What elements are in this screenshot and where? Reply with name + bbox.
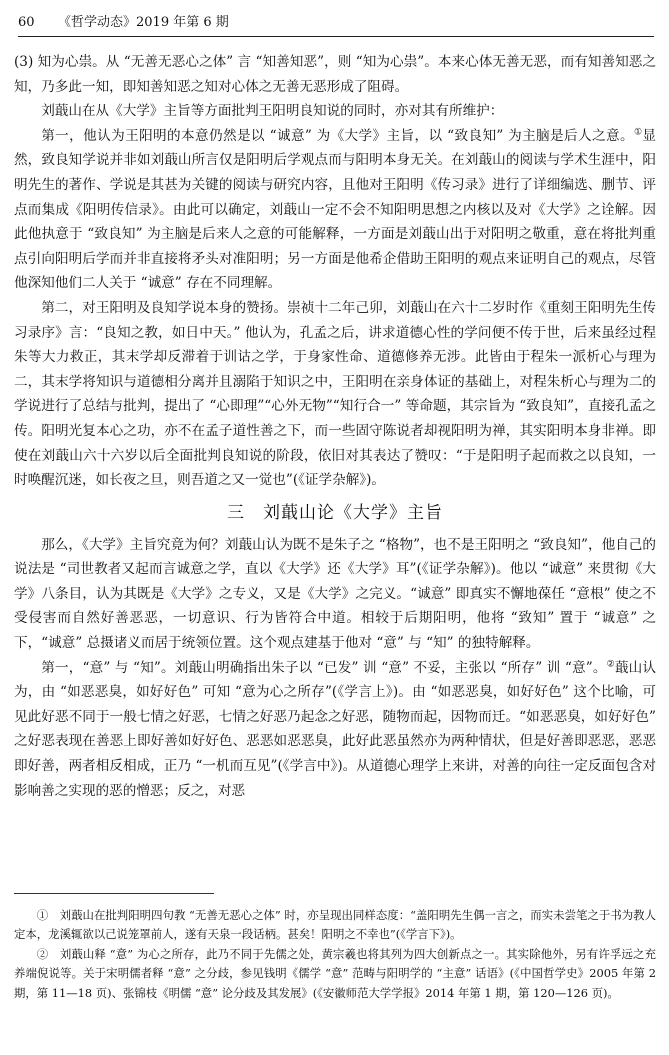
paragraph-2: 刘蕺山在从《大学》主旨等方面批判王阳明良知说的同时，亦对其有所维护：	[41, 103, 504, 120]
paragraph-3-text-b: 显然，致良知学说并非如刘蕺山所言仅是阳明后学观点而与阳明本身无关。在刘蕺山的阅读与学术生涯中，阳明先生的著作、学说是其甚为关键的阅读与研究内容，且他对王阳明《传习录》进行了详细编选、删节、评点而集成《阳明传信录》。由此可以确定，刘蕺山一定不会不知阳明思想之内核以及对《大学》之诠解。因此他执意于 “致良知” 为主脑是后来人之意的可能解释，一方面是刘蕺山出于对阳明之敬重，意在将批判重点引向阳明后学而并非直接将矛头对准阳明；另一方面是他希企借助王阳明的观点来证明自己的观点，尽管他深知他们二人关于 “诚意” 存在不同理解。	[14, 127, 656, 292]
main-text	[14, 50, 656, 803]
paragraph-6-text-b: 蕺山认为，由 “如恶恶臭，如好好色” 可知 “意为心之所存”(《学言上》)。由 “如恶恶臭，如好好色” 这个比喻，可见此好恶不同于一般七情之好恶，七情之好恶乃起念之好恶，随物而起，因物而迁。“如恶恶臭，如好好色” 之好恶表现在善恶上即好善如好好色、恶恶如恶恶臭，此好此恶虽然亦为两种情状，但是好善即恶恶，恶恶即好善，两者相反相成，正乃 “一机而互见”(《学言中》)。从道德心理学上来讲，对善的向往一定反面包含对影响善之实现的恶的憎恶；反之，对恶	[14, 659, 657, 799]
footnotes	[14, 906, 656, 1003]
footnote-2: ② 刘蕺山释 “意” 为心之所存，此乃不同于先儒之处，黄宗羲也将其列为四大创新点之一。其实除他外，另有许孚远之充养端倪说等。关于宋明儒者释 “意” 之分歧，参见钱明《儒学 “意” 范畴与阳明学的 “主意” 话语》(《中国哲学史》2005 年第 2 期，第 11—18 页)、张锦枝《明儒 “意” 论分歧及其发展》(《安徽师范大学学报》2014 年第 1 期，第 120—126 页)。	[14, 946, 656, 1000]
paragraph-6-text-a: 第一，“意” 与 “知”。刘蕺山明确指出朱子以 “已发” 训 “意” 不妥，主张以 “所存” 训 “意”。	[41, 659, 607, 676]
footnote-ref-2[interactable]: ②	[606, 659, 615, 670]
section-heading: 三 刘蕺山论《大学》主旨	[227, 502, 443, 523]
paragraph-4: 第二，对王阳明及良知学说本身的赞扬。崇祯十二年己卯，刘蕺山在六十二岁时作《重刻王阳明先生传习录序》言：“良知之教，如日中天。” 他认为，孔孟之后，讲求道德心性的学问便不传于世，后来虽经过程朱等大力救正，其末学却反滞着于训诂之学，于身家性命、道德修养无涉。此皆由于程朱一派析心与理为二，其末学将知识与道德相分离并且溺陷于知识之中，王阳明在亲身体证的基础上，对程朱析心与理为二的学说进行了总结与批判，提出了 “心即理”“心外无物”“知行合一” 等命题，其宗旨为 “致良知”，直接孔孟之传。阳明光复本心之功，亦不在孟子道性善之下，而一些固守陈说者却视阳明为禅，其实阳明本身非禅。即使在刘蕺山六十六岁以后全面批判良知说的阶段，依旧对其表达了赞叹：“于是阳明子起而救之以良知，一时唤醒沉迷，如长夜之旦，则吾道之又一觉也”(《证学杂解》)。	[14, 299, 656, 489]
paragraph-6	[14, 656, 656, 804]
paragraph-3-text-a: 第一，他认为王阳明的本意仍然是以 “诚意” 为《大学》主旨，以 “致良知” 为主脑是后人之意。	[41, 127, 634, 144]
journal-title: 《哲学动态》2019 年第 6 期	[58, 15, 229, 30]
page-number: 60	[18, 15, 35, 30]
footnote-divider	[14, 893, 214, 894]
running-header	[18, 10, 654, 37]
footnote-ref-1[interactable]: ①	[633, 127, 643, 138]
paragraph-1: (3) 知为心祟。从 “无善无恶心之体” 言 “知善知恶”，则 “知为心祟”。本来心体无善无恶，而有知善知恶之知，乃多此一知，即知善知恶之知对心体之无善无恶形成了阻碍。	[14, 54, 656, 95]
footnote-1: ① 刘蕺山在批判阳明四句教 “无善无恶心之体” 时，亦呈现出同样态度：“盖阳明先生偶一言之，而实未尝笔之于书为教人定本，龙溪辄欲以己说笼罩前人，遂有天泉一段话柄。甚矣！阳明之不幸也”(《学言下》)。	[14, 908, 656, 942]
paragraph-5: 那么，《大学》主旨究竟为何？刘蕺山认为既不是朱子之 “格物”，也不是王阳明之 “致良知”，他自己的说法是 “司世教者又起而言诚意之学，直以《大学》还《大学》耳”(《证学杂解》)。他以 “诚意” 来贯彻《大学》八条目，认为其既是《大学》之专义，又是《大学》之完义。“诚意” 即真实不懈地葆任 “意根” 使之不受侵害而自然好善恶恶，一切意识、行为皆符合中道。相较于后期阳明，他将 “致知” 置于 “诚意” 之下，“诚意” 总摄诸义而居于统领位置。这个观点建基于他对 “意” 与 “知” 的独特解释。	[14, 536, 656, 652]
paragraph-3	[14, 124, 656, 296]
